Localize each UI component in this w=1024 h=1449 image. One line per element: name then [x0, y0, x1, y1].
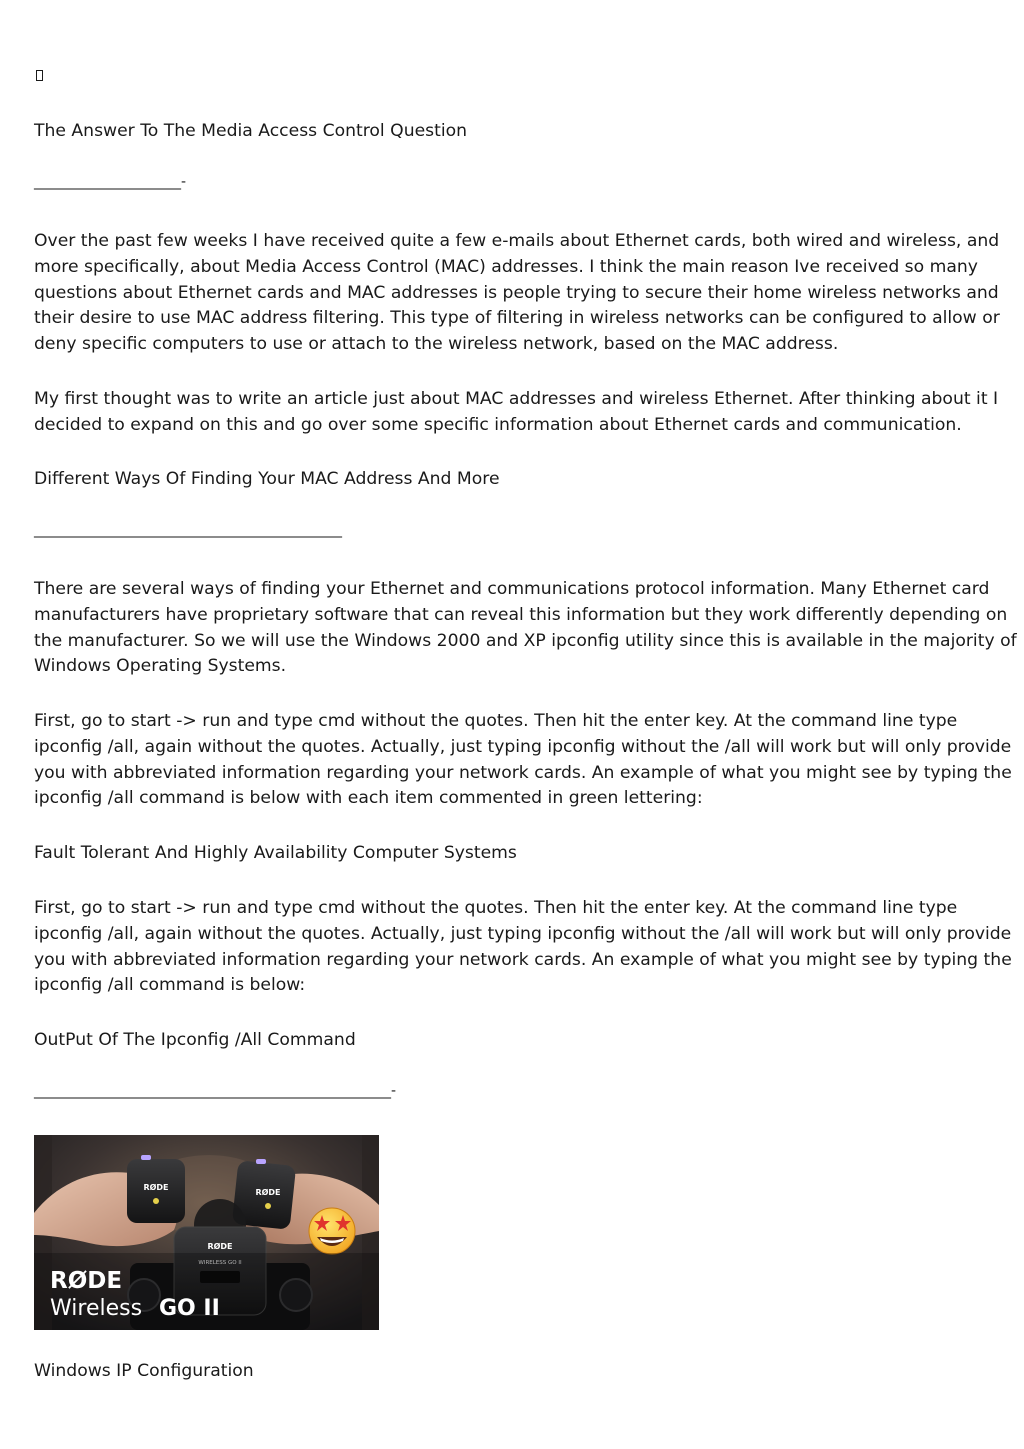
heading-windows-ip: Windows IP Configuration [34, 1361, 254, 1381]
paragraph-first-go-start [34, 709, 1012, 812]
paragraph-line: ipconfig /all, again without the quotes. Actually, just typing ipconfig without the /all will work but will only provide [34, 736, 1012, 757]
paragraph-line: First, go to start -> run and type cmd without the quotes. Then hit the enter key. At the command line type [34, 711, 958, 731]
product-name: GO II [159, 1296, 220, 1321]
paragraph-line: their desire to use MAC address filtering. This type of filtering in wireless networks can be configured to allow or [34, 308, 1000, 329]
paragraph-line: deny specific computers to use or attach to the wireless network, based on the MAC address. [34, 334, 839, 355]
product-prefix: Wireless [50, 1296, 143, 1321]
product-photo-illustration [34, 1135, 379, 1330]
device-brand: RØDE [255, 1188, 281, 1197]
paragraph-line: My first thought was to write an article just about MAC addresses and wireless Ethernet. After thinking about it I [34, 389, 999, 409]
star-struck-emoji-icon [309, 1208, 355, 1254]
paragraph-line: the manufacturer. So we will use the Windows 2000 and XP ipconfig utility since this is available in the majority of [34, 630, 1017, 651]
heading-mac-question: The Answer To The Media Access Control Question [34, 121, 468, 141]
paragraph-several-ways [34, 577, 1017, 680]
paragraph-line: ipconfig /all command is below: [34, 975, 306, 996]
paragraph-first-go-start-repeat [34, 896, 1012, 999]
paragraph-line: more specifically, about Media Access Control (MAC) addresses. I think the main reason Ive received so many [34, 256, 978, 277]
product-photo [34, 1135, 379, 1330]
paragraph-line: Over the past few weeks I have received quite a few e-mails about Ethernet cards, both wired and wireless, and [34, 231, 1000, 251]
paragraph-line: questions about Ethernet cards and MAC addresses is people trying to secure their home wireless networks and [34, 282, 999, 303]
underline-rule: _____________________- [34, 174, 187, 190]
heading-fault-tolerant: Fault Tolerant And Highly Availability Computer Systems [34, 843, 517, 863]
heading-ipconfig-output: OutPut Of The Ipconfig /All Command [34, 1030, 356, 1050]
device-brand: RØDE [143, 1183, 169, 1192]
paragraph-line: you with abbreviated information regarding your network cards. An example of what you might see by typing the [34, 949, 1012, 970]
paragraph-line: ipconfig /all, again without the quotes. Actually, just typing ipconfig without the /all will work but will only provide [34, 923, 1012, 944]
paragraph-intro [34, 229, 1000, 358]
brand-logo: RØDE [50, 1268, 123, 1294]
paragraph-line: manufacturers have proprietary software that can reveal this information but they work differently depending on [34, 604, 1008, 625]
receiver-brand: RØDE [207, 1242, 233, 1251]
missing-glyph-box [36, 70, 43, 81]
left-transmitter [127, 1155, 185, 1223]
paragraph-line: First, go to start -> run and type cmd without the quotes. Then hit the enter key. At the command line type [34, 898, 958, 918]
paragraph-line: There are several ways of finding your Ethernet and communications protocol information. Many Ethernet card [34, 579, 990, 599]
underline-rule: ___________________________________________________- [34, 1083, 397, 1099]
paragraph-line: you with abbreviated information regarding your network cards. An example of what you might see by typing the [34, 762, 1012, 783]
heading-finding-mac: Different Ways Of Finding Your MAC Address And More [34, 469, 500, 489]
paragraph-line: Windows Operating Systems. [34, 656, 287, 677]
paragraph-line: decided to expand on this and go over some specific information about Ethernet cards and communication. [34, 414, 962, 435]
receiver-model: WIRELESS GO II [198, 1260, 242, 1266]
underline-rule: ____________________________________________ [34, 522, 342, 538]
paragraph-line: ipconfig /all command is below with each item commented in green lettering: [34, 788, 703, 809]
paragraph-first-thought [34, 387, 999, 439]
